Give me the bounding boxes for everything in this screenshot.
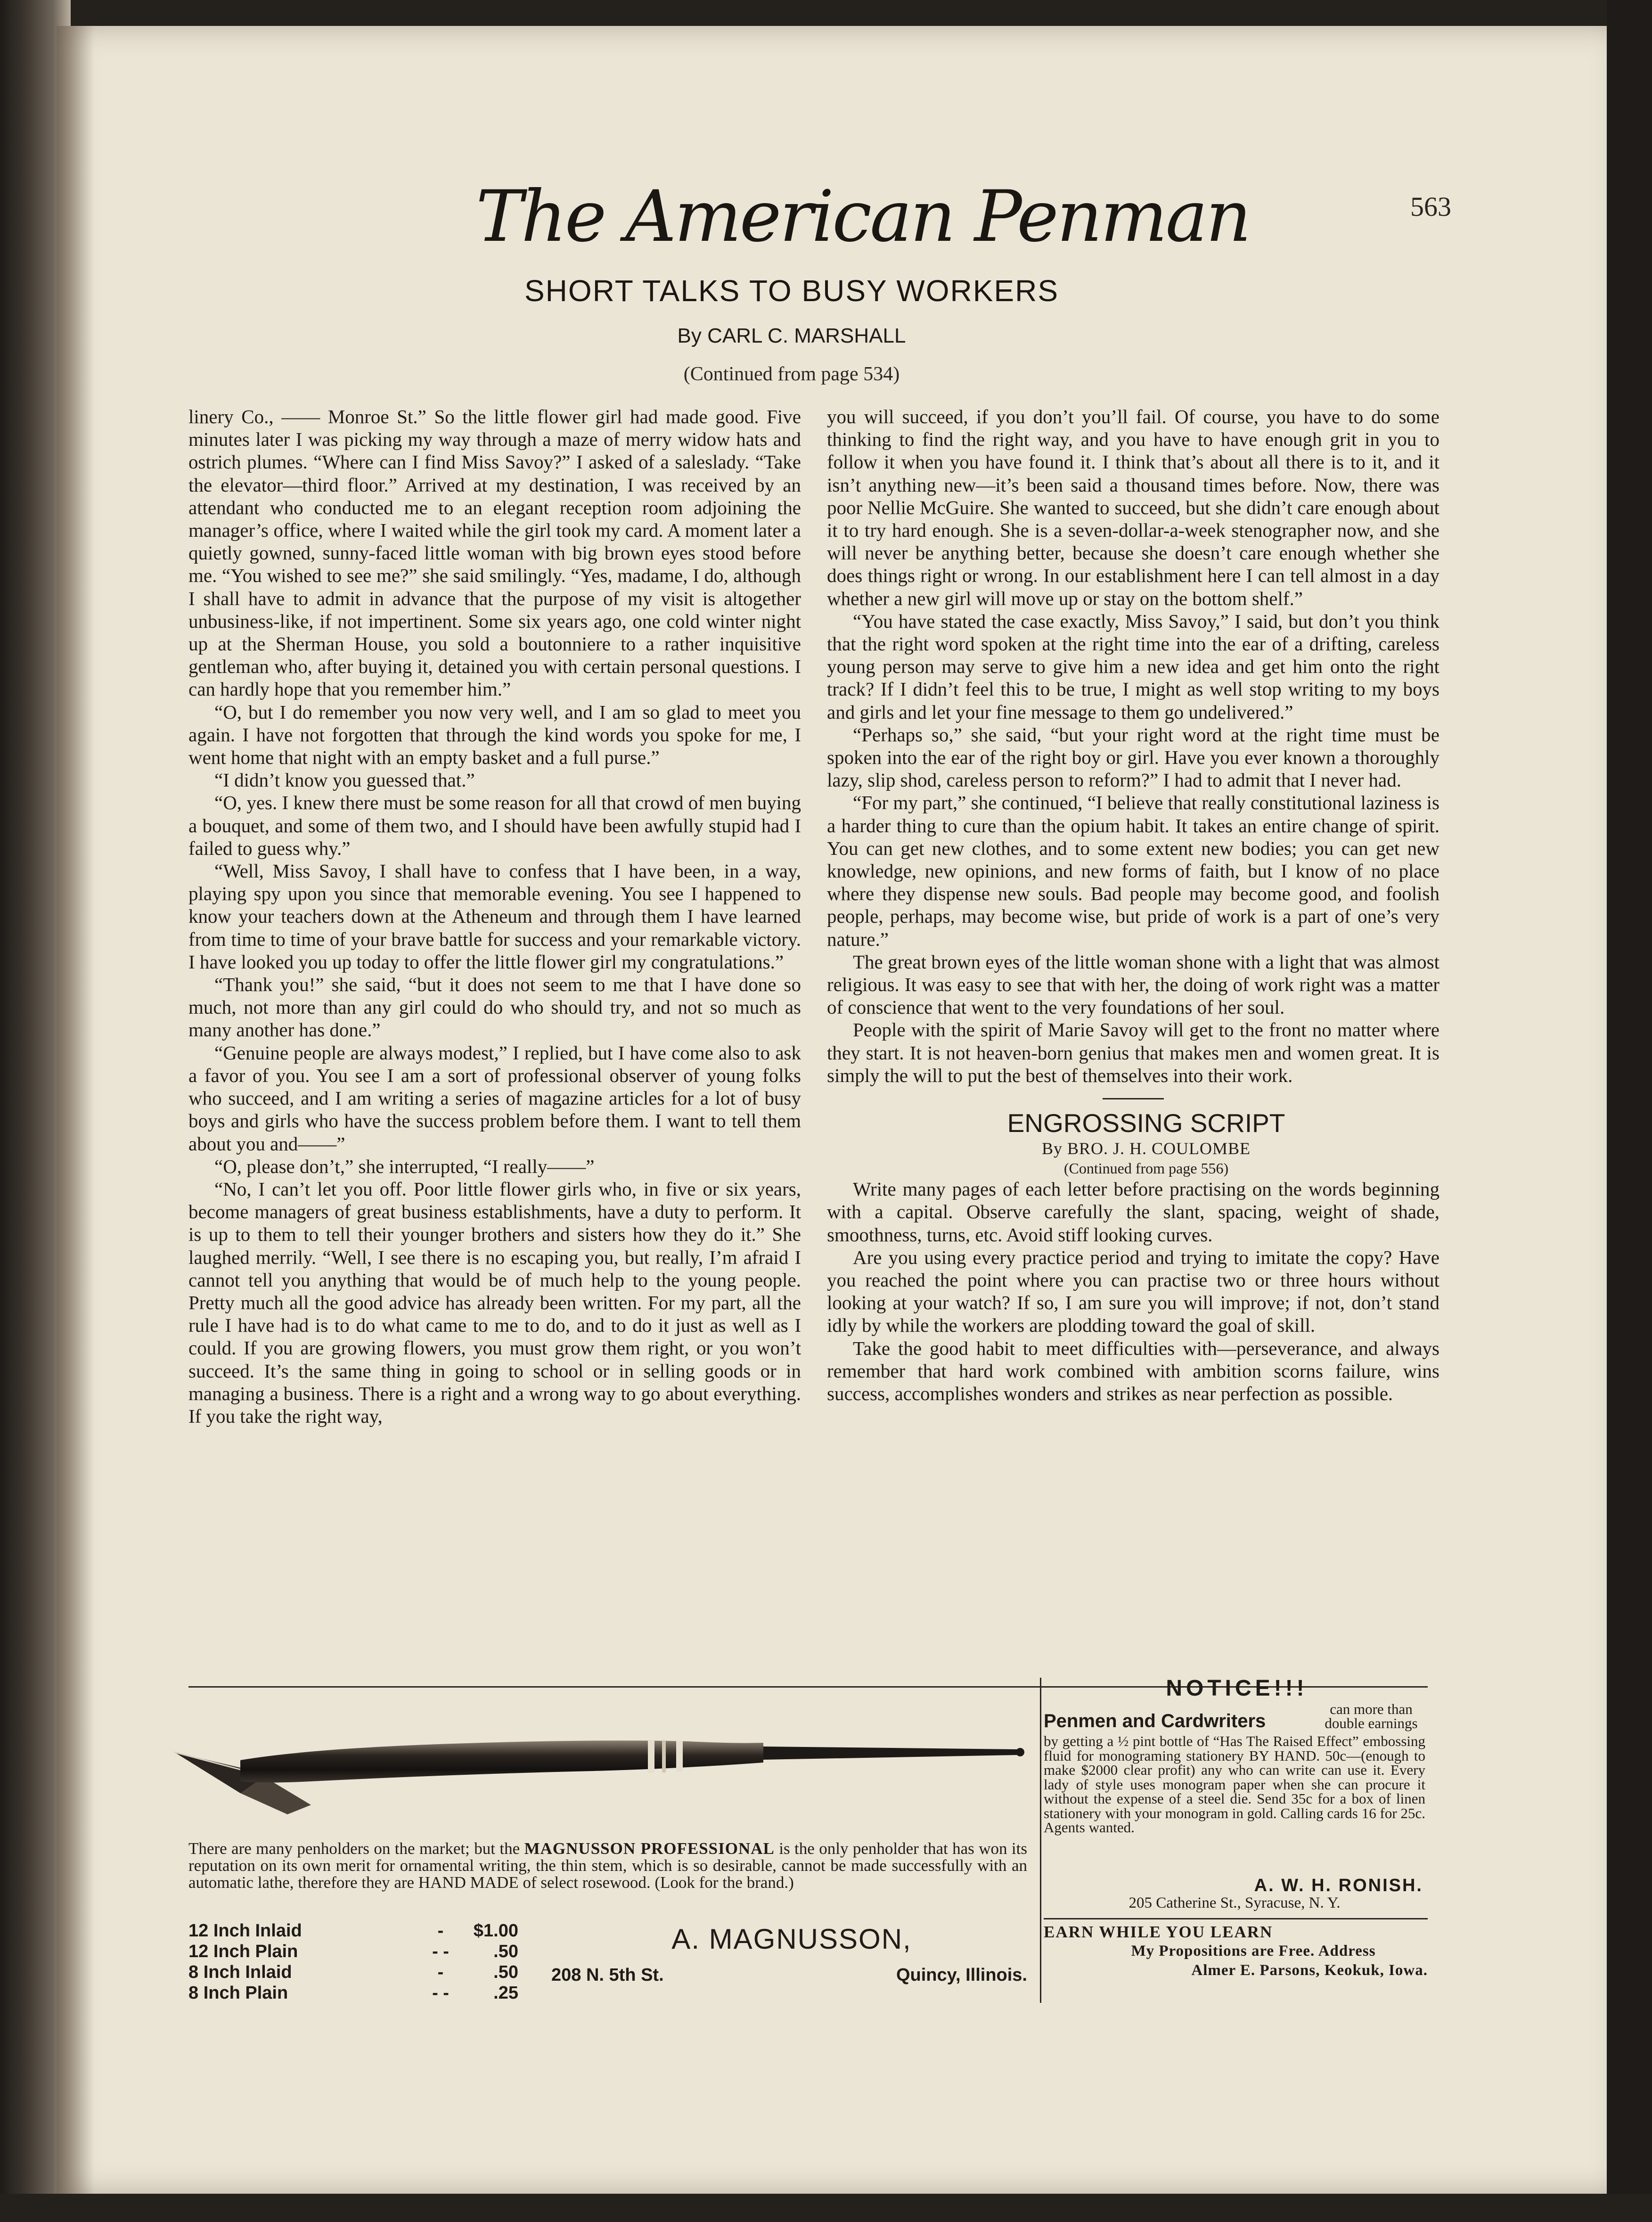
- paragraph: “For my part,” she continued, “I believe that really constitutional laziness is a harder thing to cure than the opium habit. It takes an entire change of spirit. You can get new clothes, and to some extent new bodies; you can get new knowledge, new opinions, and new forms of faith, but I know of no place where they dispense new souls. Bad people may become good, and foolish people, perhaps, may become wise, but pride of work is a part of one’s very nature.”: [827, 792, 1439, 950]
- paragraph: Are you using every practice period and trying to imitate the copy? Have you reached the point where you can practise two or three hours without looking at your watch? If so, I am sure you will improve; if not, don’t stand idly by while the workers are plodding toward the goal of skill.: [827, 1246, 1439, 1336]
- penholder-illustration: [170, 1715, 1027, 1833]
- article-column-left: [188, 405, 801, 1427]
- paragraph: “O, yes. I knew there must be some reason for all that crowd of men buying a bouquet, and some of them two, and I should have been awfully stupid had I failed to guess why.”: [188, 792, 801, 859]
- pen-thin-stem: [763, 1746, 1018, 1760]
- paragraph: “You have stated the case exactly, Miss Savoy,” I said, but don’t you think that the right word spoken at the right time into the ear of a drifting, careless young person may serve to give him a new idea and get him onto the right track? If I didn’t feel this to be true, I might as well stop writing to my boys and girls and let your fine message to them go undelivered.”: [827, 610, 1439, 723]
- price-item: 12 Inch Inlaid: [188, 1921, 302, 1941]
- price-value: $1.00: [473, 1921, 518, 1941]
- price-row: [188, 1941, 518, 1962]
- price-item: 8 Inch Inlaid: [188, 1962, 292, 1982]
- paragraph: “Thank you!” she said, “but it does not seem to me that I have done so much, not more than any girl could do who should try, and not so much as many another has done.”: [188, 974, 801, 1041]
- earn-ad-line: Almer E. Parsons, Keokuk, Iowa.: [1191, 1962, 1428, 1979]
- pen-ferrule-band: [662, 1740, 666, 1772]
- magnusson-product-name: MAGNUSSON PROFESSIONAL: [524, 1839, 775, 1858]
- gutter-shadow: [57, 26, 94, 2194]
- paragraph: “Perhaps so,” she said, “but your right word at the right time must be spoken into the ear of the right boy or girl. Have you ever known a thoroughly lazy, slip shod, careless person to reform?” I had to admit that I never had.: [827, 723, 1439, 791]
- pen-ferrule-band: [648, 1740, 654, 1773]
- price-dash: -: [437, 1962, 444, 1982]
- paragraph: “Well, Miss Savoy, I shall have to confess that I have been, in a way, playing spy upon you since that memorable evening. You see I happened to know your teachers down at the Atheneum and through them I have learned from time to time of your brave battle for success and your remarkable victory. I have looked you up today to offer the little flower girl my congratulations.”: [188, 860, 801, 973]
- pen-barrel: [240, 1740, 763, 1782]
- paragraph: Take the good habit to meet difficulties with—perseverance, and always remember that hard work combined with ambition scorns failure, wins success, accomplishes wonders and strikes as near perfection as possible.: [827, 1337, 1439, 1404]
- paragraph: Write many pages of each letter before practising on the words beginning with a capital. Observe carefully the slant, spacing, weight of shade, smoothness, turns, etc. Avoid stiff looking curves.: [827, 1178, 1439, 1246]
- price-row: [188, 1962, 518, 1983]
- paragraph: “Genuine people are always modest,” I replied, but I have come also to ask a favor of you. You see I am a sort of professional observer of young folks who succeed, and I am writing a series of magazine articles for a lot of busy boys and girls who have the success problem before them. I want to tell them about you and——”: [188, 1041, 801, 1155]
- notice-ad-lead-small: can more than double earnings: [1325, 1701, 1418, 1731]
- notice-ad-body: by getting a ½ pint bottle of “Has The Raised Effect” embossing fluid for monograming stationery BY HAND. 50c—(enough to make $2000 clear profit) any who can write can use it. Every lady of style uses monogram paper when she can procure it without the expense of a steel die. Send 35c for a box of linen stationery with your monogram in gold. Calling cards 16 for 25c. Agents wanted.: [1044, 1733, 1425, 1836]
- scan-border-top: [0, 0, 1652, 26]
- masthead-logo: The American Penman: [476, 176, 1250, 258]
- paragraph: The great brown eyes of the little woman shone with a light that was almost religious. It was easy to see that with her, the doing of work right was a matter of conscience that went to the very foundations of her soul.: [827, 951, 1439, 1018]
- price-value: .50: [493, 1942, 518, 1961]
- article-title: SHORT TALKS TO BUSY WORKERS: [524, 274, 1059, 308]
- penholder-price-list: [188, 1920, 518, 2003]
- pen-end-cap: [1016, 1748, 1024, 1756]
- magnusson-ad-copy: [188, 1840, 1027, 1891]
- notice-ad-lead-main: Penmen and Cardwriters: [1044, 1711, 1266, 1731]
- price-dash: - -: [432, 1942, 449, 1961]
- earn-ad-rule: [1044, 1918, 1428, 1919]
- price-dash: -: [437, 1921, 444, 1941]
- paragraph: People with the spirit of Marie Savoy will get to the front no matter where they start. It is not heaven-born genius that makes men and women great. It is simply the will to put the best of themselves into their work.: [827, 1019, 1439, 1086]
- price-dash: - -: [432, 1983, 449, 2003]
- pen-ferrule-band: [676, 1741, 683, 1772]
- article-continued-note: (Continued from page 534): [683, 363, 900, 385]
- page-number: 563: [1410, 191, 1451, 222]
- magnusson-street-address: 208 N. 5th St.: [551, 1965, 664, 1985]
- scan-border-right: [1607, 0, 1652, 2222]
- advertisement-column-divider: [1040, 1678, 1041, 2003]
- scan-border-bottom: [0, 2194, 1652, 2222]
- paragraph: linery Co., —— Monroe St.” So the little flower girl had made good. Five minutes later I was picking my way through a maze of merry widow hats and ostrich plumes. “Where can I find Miss Savoy?” I asked of a saleslady. “Take the elevator—third floor.” Arrived at my destination, I was received by an attendant who conducted me to an elegant reception room adjoining the manager’s office, where I waited while the girl took my card. A moment later a quietly gowned, sunny-faced little woman with big brown eyes stood before me. “You wished to see me?” she said smilingly. “Yes, madame, I do, although I shall have to admit in advance that the purpose of my visit is altogether unbusiness-like, if not impertinent. Some six years ago, one cold winter night up at the Sherman House, you sold a boutonniere to a rather inquisitive gentleman who, after buying it, detained you with certain personal questions. I can hardly hope that you remember him.”: [188, 406, 801, 700]
- price-value: .50: [493, 1962, 518, 1982]
- price-row: [188, 1983, 518, 2003]
- paragraph: “O, please don’t,” she interrupted, “I really——”: [214, 1155, 595, 1177]
- price-row: [188, 1920, 518, 1941]
- paragraph: “No, I can’t let you off. Poor little flower girls who, in five or six years, become managers of great business establishments, have a duty to perform. It is up to them to tell their younger brothers and sisters how they do it.” She laughed merrily. “Well, I see there is no escaping you, but really, I’m afraid I cannot tell you anything that would be of much help to the young people. Pretty much all the good advice has already been written. For my part, all the rule I have had is to do what came to me to do, and to do it just as well as I could. If you are growing flowers, you must grow them right, or you won’t succeed. It’s the same thing in going to school or in selling goods or in managing a business. There is a right and a wrong way to go about everything. If you take the right way,: [188, 1178, 801, 1427]
- price-item: 12 Inch Plain: [188, 1942, 298, 1961]
- engrossing-continued-note: (Continued from page 556): [1063, 1160, 1229, 1177]
- magnusson-city: Quincy, Illinois.: [896, 1965, 1027, 1985]
- paragraph: “O, but I do remember you now very well, and I am so glad to meet you again. I have not forgotten that through the kind words you spoke for me, I went home that night with an empty basket and a full purse.”: [188, 701, 801, 769]
- article-column-right: [827, 405, 1439, 1405]
- earn-ad-title: EARN WHILE YOU LEARN: [1044, 1923, 1273, 1941]
- engrossing-title: ENGROSSING SCRIPT: [1007, 1108, 1285, 1138]
- magnusson-ad-text-after: is the only penholder that has won its reputation on its own merit for ornamental writing, the thin stem, which is so desirable, cannot be made successfully with an automatic lathe, therefore they are HAND MADE of select rosewood. (Look for the brand.): [188, 1839, 1027, 1892]
- paragraph: “I didn’t know you guessed that.”: [214, 769, 475, 791]
- notice-ad-signature: A. W. H. RONISH.: [1254, 1876, 1423, 1895]
- engrossing-byline: By BRO. J. H. COULOMBE: [1041, 1139, 1251, 1158]
- notice-ad-address: 205 Catherine St., Syracuse, N. Y.: [1129, 1894, 1341, 1911]
- notice-ad-title: NOTICE!!!: [1166, 1676, 1308, 1701]
- price-value: .25: [493, 1983, 518, 2003]
- price-item: 8 Inch Plain: [188, 1983, 288, 2003]
- magnusson-company-name: A. MAGNUSSON,: [671, 1923, 912, 1955]
- magnusson-ad-text-before: There are many penholders on the market; but the: [188, 1839, 524, 1858]
- earn-ad-line: My Propositions are Free. Address: [1131, 1943, 1376, 1960]
- article-byline: By CARL C. MARSHALL: [677, 324, 906, 347]
- section-divider: [1103, 1098, 1164, 1099]
- paragraph: you will succeed, if you don’t you’ll fail. Of course, you have to do some thinking to find the right way, and you have to have enough grit in you to follow it when you have found it. I think that’s about all there is to it, and it isn’t anything new—it’s been said a thousand times before. Now, there was poor Nellie McGuire. She wanted to succeed, but she didn’t care enough about it to try hard enough. She is a seven-dollar-a-week stenographer now, and she will never be anything better, because she doesn’t care enough whether she does things right or wrong. In our establishment here I can tell almost in a day whether a new girl will move up or stay on the bottom shelf.”: [827, 406, 1439, 609]
